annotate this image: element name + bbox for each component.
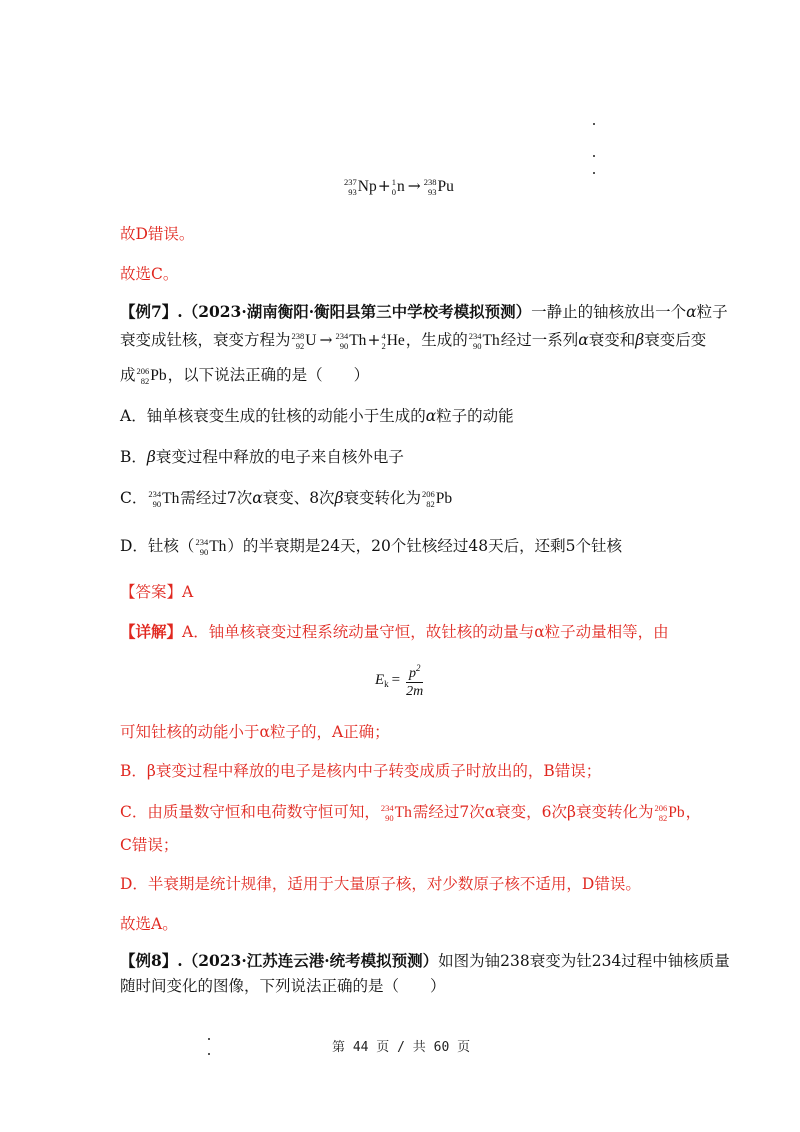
stray-dot	[593, 172, 595, 174]
ex8-line1: 【例8】.（2023·江苏连云港·统考模拟预测）如图为铀238衰变为钍234过程中铀核质量	[120, 951, 730, 970]
ex7-answer: 【答案】A	[120, 583, 194, 601]
nuclide-th: 234 90 Th	[148, 489, 180, 509]
ex7-detail-c: C．由质量数守恒和电荷数守恒可知， 234 90 Th 需经过7次α衰变，6次β衰变转化为 206 82 Pb ，	[120, 803, 702, 823]
prev-d-wrong: 故D错误。	[120, 225, 195, 243]
nuclide-he: 4 2 He	[381, 331, 405, 351]
ex7-option-a: A．铀单核衰变生成的钍核的动能小于生成的α粒子的动能	[120, 407, 514, 425]
nuclide-th: 234 90 Th	[195, 537, 227, 557]
nuclide-pb: 206 82 Pb	[136, 366, 167, 386]
ex7-line3: 成 206 82 Pb ，以下说法正确的是（ ）	[120, 366, 370, 386]
stray-dot	[208, 1053, 210, 1055]
nuclide-th: 234 90 Th	[468, 331, 500, 351]
ex7-option-b: B．β衰变过程中释放的电子来自核外电子	[120, 448, 404, 466]
page-footer: 第 44 页 / 共 60 页	[332, 1040, 471, 1055]
nuclide-th: 234 90 Th	[335, 331, 367, 351]
ex7-tag: 【例7】	[120, 302, 178, 321]
ex8-tag: 【例8】	[120, 951, 178, 970]
prev-choose-c: 故选C。	[120, 265, 179, 283]
ex7-source: （2023·湖南衡阳·衡阳县第三中学校考模拟预测）	[182, 302, 532, 321]
nuclide-np: 237 93 Np	[344, 177, 377, 197]
ex7-detail-d: D．半衰期是统计规律，适用于大量原子核，对少数原子核不适用，D错误。	[120, 875, 641, 893]
ex7-line1: 【例7】.（2023·湖南衡阳·衡阳县第三中学校考模拟预测）一静止的铀核放出一个α粒子	[120, 302, 728, 321]
nuclide-n: 1 0 n	[391, 177, 405, 197]
ex7-choose: 故选A。	[120, 915, 178, 933]
stray-dot	[208, 1038, 210, 1040]
detail-tag: 【详解】	[120, 622, 183, 641]
ex7-detail-a2: 可知钍核的动能小于α粒子的，A正确；	[120, 723, 390, 741]
ex8-line2: 随时间变化的图像，下列说法正确的是（ ）	[120, 977, 446, 995]
nuclide-th: 234 90 Th	[380, 803, 412, 823]
ex7-detail-c2: C错误；	[120, 836, 179, 854]
nuclide-pb: 206 82 Pb	[654, 803, 685, 823]
nuclide-u: 238 92 U	[291, 331, 317, 351]
ex7-detail-a: 【详解】A．铀单核衰变过程系统动量守恒，故钍核的动量与α粒子动量相等，由	[120, 622, 669, 641]
stray-dot	[593, 123, 595, 125]
ex8-source: （2023·江苏连云港·统考模拟预测）	[182, 951, 439, 970]
nuclide-pb: 206 82 Pb	[422, 489, 453, 509]
nuclide-pu: 238 93 Pu	[423, 177, 454, 197]
top-equation: 237 93 Np + 1 0 n → 238 93 Pu	[344, 177, 454, 197]
ex7-line2: 衰变成钍核，衰变方程为 238 92 U → 234 90 Th + 4 2 He ，生成的 234 90 Th 经过一系列α衰变和β衰变后变	[120, 331, 707, 351]
ex7-option-d: D．钍核（ 234 90 Th ）的半衰期是24天，20个钍核经过48天后，还剩5个钍核	[120, 537, 622, 557]
kinetic-energy-formula: $E_k$ = $\frac{p^2}{2m}$	[375, 660, 426, 700]
stray-dot	[593, 155, 595, 157]
ex7-detail-b: B．β衰变过程中释放的电子是核内中子转变成质子时放出的，B错误；	[120, 762, 602, 780]
ex7-option-c: C． 234 90 Th 需经过7次α衰变、8次β衰变转化为 206 82 Pb	[120, 489, 453, 509]
